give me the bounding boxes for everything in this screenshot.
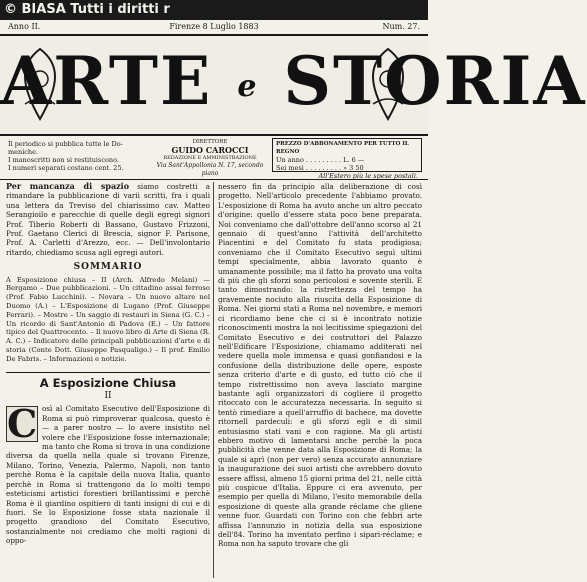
column-divider <box>213 182 214 578</box>
article-body-right: nessero fin da principio alla deliberazione di così progetto. Nell'articolo precedente l'abbiamo provato. L'esposizione di Roma ha avuto anche un altro peccato d'origine: quello d'essere stata poco bene preparata. Noi conveniamo che dall'ottobre dell'anno scorso al 21 gennaio di quest'anno l'attività dell'architetto Piacentini e del Comitato fu stata prodigiosa; conveniamo che il Comitato Esecutivo seguì ultimi tempi specialmente, abbia lavorato quanto è umanamente possibile; ma il fatto ha provato una volta di più che gli sforzi sono pericolosi e sovente sterili. E tanto dimostrando: la ristrettezza del tempo ha gravemente nociuto alla riuscita della Esposizione di Roma. Nei giorni stati a Roma nel novembre, e memori ci ricordiamo bene che ci si è incontrato notizie riconoscimenti mostra la noi lecitissime spiegazioni del Comitato Esecutivo e dei costruttori del Palazzo nell'Edificare l'Esposizione, chiamamo additerati nel vedere quella mole immensa e quasi gonfiandosi e la confusione della distribuzione delle opere, esposte senza criterio d'arte e di gusto, ed tutto ciò che il tempo ristrettissimo non aveva lasciato margine bastante agli organizzatori di cogliere il progetto ritoccato con le accuratezza necessaria. In seguito si tentò rimediare a quell'arruffio di bachece, ma dovette ritornell pardeculi: e gli sforzi egli e di simil entusiasmo stati vani e con ragione. Ma gli artisti ebbero motivo di lamentarsi anche perchè la poca pubblicità che venne data alla Esposizione di Roma; la quale si aprì (non per vero) senza accurato annunziare la inaugurazione dei suoi artisti che avrebbero dovuto essere affissi, almeno 15 giorni prima del 21, nelle città più cospicue d'Italia. Eppure ci era avvenuto, per esempio per quella di Milano, l'esito memorabile della esposizione di queste alla grande réclame che gliene venne fuor. Guardati con Torino con che febbri arte affissa l'annunzio in notizia della sua esposizione dell'84. Torino ha inventato perfino i sipari-réclame; e Roma non ha saputo trovare che gli <box>218 182 422 549</box>
masthead <box>0 34 587 136</box>
section-title: A Esposizione Chiusa <box>6 372 210 388</box>
note-line: meniche. <box>8 148 39 156</box>
issue-date: Firenze 8 Luglio 1883 <box>169 22 259 31</box>
director-name: GUIDO CAROCCI <box>171 145 249 155</box>
publication-notes <box>8 140 148 172</box>
notice-lead: Per mancanza di spazio <box>6 181 130 191</box>
price-foreign: All'Estero più le spese postali. <box>318 172 418 180</box>
issue-year: Anno II. <box>8 22 41 31</box>
notice-body: siamo costretti a rimandare la pubblicazione di varii scritti, fra i quali una lettera da Treviso del chiarissimo cav. Matteo Serangioilo e parecchie di quelle degli egregi signori Prof. Tiberio Roberti di Bassano, Gustavo Frizzoni, Prof. Gaetano Clerici di Brescia, signor F. Parisone, Prof. A. Carletti d'Arezzo, ecc. — Dell'involontario ritardo, chiediamo scusa agli egregi autori. <box>6 182 210 257</box>
price-year: Un anno . . . . . . . . . L. 6 — <box>276 156 365 164</box>
price-half: Sei mesi . . . . . . . . . » 3 50 <box>276 164 364 172</box>
sommario-body: A Esposizione chiusa – II (Arch. Alfredo Melani) — Bergamo – Due pubblicazioni. – Un cittadino assai ferroso (Prof. Fabio Lucchini). – Novara – Un nuovo altare nel Duomo (A.) – L'Esposizione di Lugano (Prof. Giuseppe Ferrari). – Mostre – Un saggio di restauri in Siena (G. C.) – Un ricordo di Sant'Antonio di Padova (E.) – Un fattore tipico del Quattrocento. – Il nuovo libro di Arte di Siena (R. A. C.) – Indicatore delle principali pubblicazioni d'arte e di storia (Conte Dott. Giuseppe Pasqualigo.) – Il prof. Emilio De Fabris. – Informazioni e notizie. <box>6 275 210 363</box>
director-label: DIRETTORE <box>192 139 228 145</box>
section-roman-numeral: II <box>104 391 112 402</box>
masthead-title-arte: ARTE <box>0 42 213 120</box>
copyright-watermark: © BIASA Tutti i diritti r <box>0 0 428 20</box>
header-divider <box>0 179 428 180</box>
issue-number: Num. 27. <box>382 22 420 31</box>
note-line: Il periodico si pubblica tutte le Do- <box>8 140 123 148</box>
article-body-left: osì al Comitato Esecutivo dell'Esposizione di Roma si può rimproverar qualcosa, questo è — a parer nostro — lo avere insistito nel volere che l'Esposizione fosse internazionale; ma tanto che Roma si trova in una condizione diversa da quella nella quale si trovano Firenze, Milano, Torino, Venezia, Palermo, Napoli, non tanto perchè Roma è la capitale della nuova Italia, quanto perchè in Roma si trattengono da lo molti tempo esteticismi artistici forestieri brillantissimi e perchè Roma è il giardino ospitiero di tanti insigni di cui e di fuori. Se lo Esposizione fosse stata nazionale il progetto grandioso del Comitato Esecutivo, sostanzialmente noi crediamo che molti ragioni di oppo- <box>6 404 210 546</box>
note-line: I manoscritti non si restituiscono. <box>8 156 119 164</box>
admin-label: REDAZIONE E AMMINISTRAZIONE <box>163 155 257 161</box>
left-column <box>6 182 210 578</box>
price-title: PREZZO D'ABBONAMENTO PER TUTTO IL REGNO <box>276 141 409 155</box>
masthead-title-storia: STORIA <box>283 42 587 120</box>
sommario-heading: SOMMARIO <box>73 262 143 273</box>
issue-line <box>0 20 428 34</box>
note-line: I numeri separati costano cent. 25. <box>8 164 124 172</box>
masthead-info <box>0 136 428 178</box>
right-column <box>218 182 422 578</box>
admin-address: Via Sant'Appollonia N. 17, secondo piano <box>156 162 264 177</box>
drop-cap: C <box>7 401 38 447</box>
notice-paragraph <box>6 182 210 257</box>
masthead-title-e: e <box>237 69 259 104</box>
masthead-title <box>0 42 587 122</box>
director-info <box>150 138 270 178</box>
subscription-box <box>272 138 422 180</box>
